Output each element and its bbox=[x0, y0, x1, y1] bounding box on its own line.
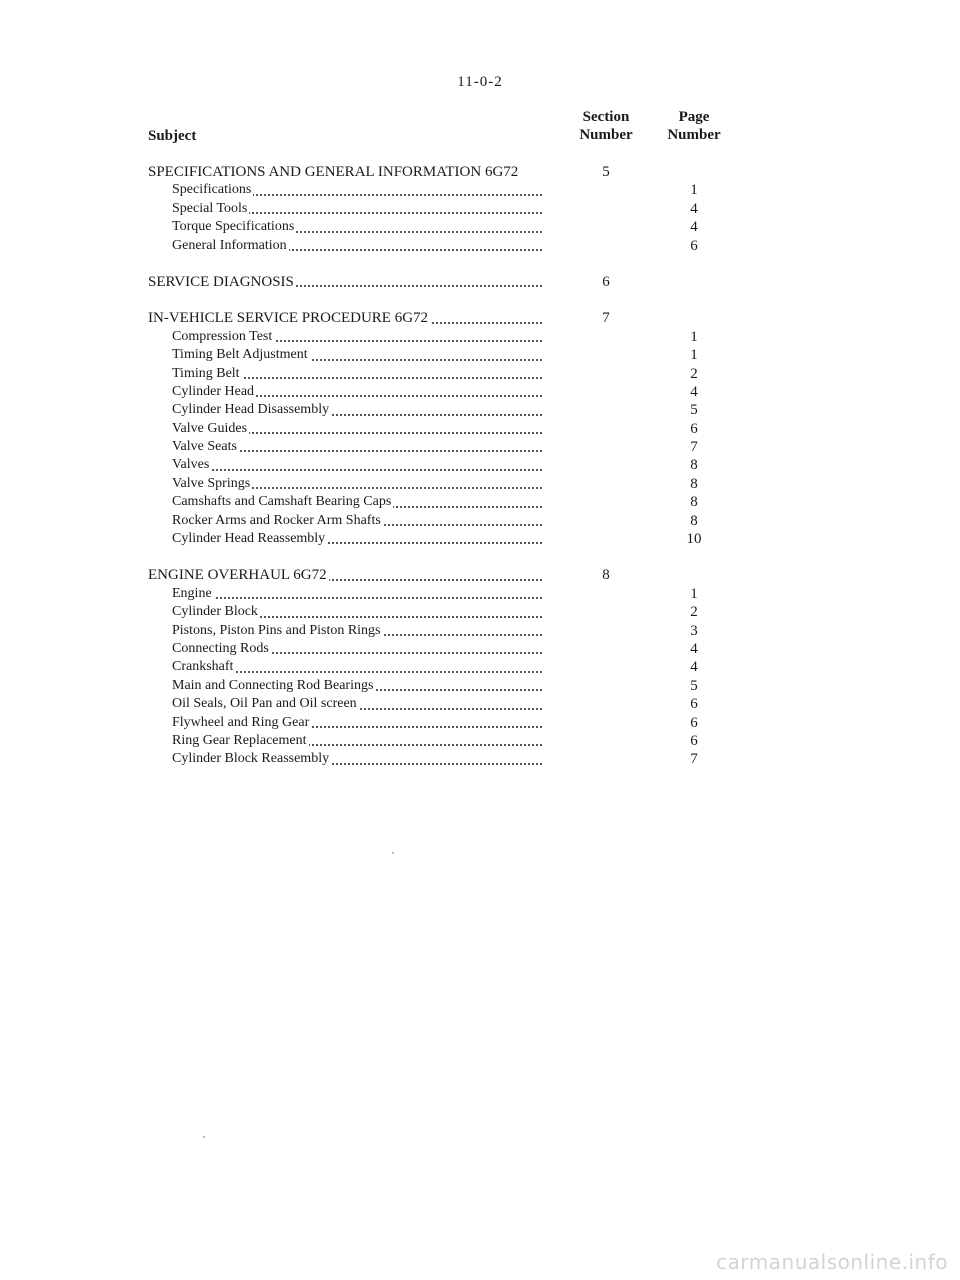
page-number-value: 6 bbox=[690, 732, 698, 749]
toc-entry-label-wrap bbox=[172, 237, 542, 255]
toc-entry[interactable] bbox=[0, 181, 960, 199]
scan-speck bbox=[203, 1136, 205, 1138]
toc-entry-label-wrap bbox=[172, 438, 542, 456]
toc-entry[interactable] bbox=[0, 512, 960, 530]
toc-entry[interactable] bbox=[0, 420, 960, 438]
page-number-value: 1 bbox=[690, 347, 698, 364]
page-number-value: 8 bbox=[690, 512, 698, 529]
section-number: 8 bbox=[602, 567, 610, 584]
toc-entry-label-wrap bbox=[172, 181, 542, 199]
toc-entry-label: Valves bbox=[172, 457, 210, 473]
toc-entry[interactable] bbox=[0, 714, 960, 732]
toc-entry-label-wrap bbox=[148, 309, 542, 327]
toc-entry-label: Valve Seats bbox=[172, 439, 237, 455]
page-number-value: 4 bbox=[690, 659, 698, 676]
section-header-line-2: Number bbox=[579, 127, 633, 143]
toc-entry-label: Camshafts and Camshaft Bearing Caps bbox=[172, 494, 392, 510]
toc-entry-label-wrap bbox=[172, 622, 542, 640]
toc-heading-label: SERVICE DIAGNOSIS bbox=[148, 273, 294, 290]
toc-entry-label: Ring Gear Replacement bbox=[172, 732, 307, 748]
toc-entry-label-wrap bbox=[172, 401, 542, 419]
subject-column-header: Subject bbox=[148, 128, 197, 144]
toc-entry-label: Cylinder Block bbox=[172, 604, 258, 620]
toc-entry[interactable] bbox=[0, 750, 960, 768]
toc-entry-label: Connecting Rods bbox=[172, 640, 269, 656]
page-number-value: 2 bbox=[690, 604, 698, 621]
toc-entry-label: Specifications bbox=[172, 182, 252, 198]
page-number-value: 4 bbox=[690, 383, 698, 400]
toc-entry[interactable] bbox=[0, 346, 960, 364]
toc-entry[interactable] bbox=[0, 640, 960, 658]
section-number-column-header bbox=[566, 108, 646, 144]
toc-entry-label: Cylinder Head bbox=[172, 383, 255, 399]
page-number-value: 6 bbox=[690, 237, 698, 254]
toc-entry-label-wrap bbox=[172, 456, 542, 474]
toc-entry-label-wrap bbox=[172, 603, 542, 621]
toc-entry-label: Crankshaft bbox=[172, 659, 234, 675]
toc-entry-label-wrap bbox=[172, 530, 542, 548]
section-number: 7 bbox=[602, 310, 610, 327]
toc-entry-label: Cylinder Head Disassembly bbox=[172, 402, 330, 418]
toc-entry-label: Timing Belt bbox=[172, 365, 240, 381]
toc-entry-label-wrap bbox=[172, 732, 542, 750]
toc-group-heading[interactable] bbox=[0, 309, 960, 327]
page-number-value: 7 bbox=[690, 439, 698, 456]
page-number-value: 8 bbox=[690, 494, 698, 511]
toc-entry[interactable] bbox=[0, 456, 960, 474]
toc-entry-label: Engine bbox=[172, 585, 212, 601]
page-number-value: 7 bbox=[690, 751, 698, 768]
toc-entry[interactable] bbox=[0, 328, 960, 346]
toc-entry-label: Torque Specifications bbox=[172, 219, 295, 235]
toc-entry-label: Compression Test bbox=[172, 328, 273, 344]
toc-entry-label-wrap bbox=[172, 200, 542, 218]
toc-entry[interactable] bbox=[0, 218, 960, 236]
toc-entry-label: General Information bbox=[172, 237, 287, 253]
section-number: 5 bbox=[602, 164, 610, 180]
page-number-value: 6 bbox=[690, 696, 698, 713]
toc-entry-label: Cylinder Head Reassembly bbox=[172, 531, 326, 547]
toc-entry-label: Oil Seals, Oil Pan and Oil screen bbox=[172, 696, 357, 712]
toc-entry[interactable] bbox=[0, 658, 960, 676]
toc-group-heading[interactable] bbox=[0, 273, 960, 291]
toc-group bbox=[0, 309, 960, 548]
toc-entry-label-wrap bbox=[172, 365, 542, 383]
toc-entry-label: Pistons, Piston Pins and Piston Rings bbox=[172, 622, 381, 638]
toc-group-heading[interactable] bbox=[0, 163, 960, 181]
page-number-value: 5 bbox=[690, 402, 698, 419]
toc-heading-label: SPECIFICATIONS AND GENERAL INFORMATION 6G72 bbox=[148, 164, 519, 180]
watermark-url: carmanualsonline.info bbox=[716, 1250, 948, 1274]
toc-entry-label-wrap bbox=[172, 475, 542, 493]
page-number-value: 3 bbox=[690, 622, 698, 639]
page-number-value: 1 bbox=[690, 328, 698, 345]
toc-entry-label: Cylinder Block Reassembly bbox=[172, 751, 330, 767]
toc-entry[interactable] bbox=[0, 493, 960, 511]
toc-entry[interactable] bbox=[0, 383, 960, 401]
dot-leader bbox=[172, 597, 542, 599]
toc-entry[interactable] bbox=[0, 200, 960, 218]
toc-entry-label-wrap bbox=[148, 163, 542, 181]
toc-group bbox=[0, 163, 960, 255]
toc-entry-label-wrap bbox=[172, 750, 542, 768]
toc-entry-label-wrap bbox=[172, 218, 542, 236]
toc-entry-label-wrap bbox=[148, 566, 542, 584]
toc-entry[interactable] bbox=[0, 585, 960, 603]
toc-entry[interactable] bbox=[0, 401, 960, 419]
section-number: 6 bbox=[602, 273, 610, 290]
page-number: 11-0-2 bbox=[457, 74, 503, 90]
toc-entry[interactable] bbox=[0, 530, 960, 548]
toc-entry[interactable] bbox=[0, 622, 960, 640]
toc-entry-label: Special Tools bbox=[172, 200, 248, 216]
page-number-value: 4 bbox=[690, 200, 698, 217]
page-number-value: 4 bbox=[690, 219, 698, 236]
page-number-value: 1 bbox=[690, 182, 698, 199]
page-number-value: 2 bbox=[690, 365, 698, 382]
toc-entry-label-wrap bbox=[172, 328, 542, 346]
toc-entry-label-wrap bbox=[172, 658, 542, 676]
page-number-value: 6 bbox=[690, 714, 698, 731]
toc-heading-label: ENGINE OVERHAUL 6G72 bbox=[148, 567, 327, 584]
toc-entry-label-wrap bbox=[172, 420, 542, 438]
toc-group-heading[interactable] bbox=[0, 566, 960, 584]
toc-entry-label: Timing Belt Adjustment bbox=[172, 347, 308, 363]
toc-group bbox=[0, 273, 960, 291]
page-number-value: 8 bbox=[690, 457, 698, 474]
toc-group bbox=[0, 566, 960, 768]
page-number-value: 1 bbox=[690, 585, 698, 602]
section-header-line-1: Section bbox=[582, 109, 630, 125]
page-number-value: 5 bbox=[690, 677, 698, 694]
toc-entry-label-wrap bbox=[172, 640, 542, 658]
toc-entry-label-wrap bbox=[172, 512, 542, 530]
toc-entry-label: Flywheel and Ring Gear bbox=[172, 714, 310, 730]
page-number-value: 8 bbox=[690, 475, 698, 492]
toc-entry-label: Valve Guides bbox=[172, 420, 248, 436]
toc-entry[interactable] bbox=[0, 677, 960, 695]
toc-entry[interactable] bbox=[0, 475, 960, 493]
toc-entry-label-wrap bbox=[172, 493, 542, 511]
toc-entry-label-wrap bbox=[148, 273, 542, 291]
toc-entry-label-wrap bbox=[172, 677, 542, 695]
toc-entry-label-wrap bbox=[172, 383, 542, 401]
toc-entry[interactable] bbox=[0, 732, 960, 750]
toc-entry[interactable] bbox=[0, 603, 960, 621]
scan-speck bbox=[392, 852, 394, 854]
toc-entry-label-wrap bbox=[172, 346, 542, 364]
toc-heading-label: IN-VEHICLE SERVICE PROCEDURE 6G72 bbox=[148, 310, 429, 327]
toc-entry[interactable] bbox=[0, 438, 960, 456]
toc-entry-label-wrap bbox=[172, 585, 542, 603]
page-header-line-1: Page bbox=[678, 109, 710, 125]
toc-entry[interactable] bbox=[0, 237, 960, 255]
table-of-contents bbox=[0, 163, 960, 787]
page-number-value: 4 bbox=[690, 640, 698, 657]
dot-leader bbox=[172, 469, 542, 471]
page-header-line-2: Number bbox=[667, 127, 721, 143]
toc-entry-label: Rocker Arms and Rocker Arm Shafts bbox=[172, 512, 381, 528]
page-number-value: 10 bbox=[686, 531, 702, 548]
page-number-column-header bbox=[654, 108, 734, 144]
toc-entry-label: Main and Connecting Rod Bearings bbox=[172, 677, 374, 693]
toc-entry-label: Valve Springs bbox=[172, 475, 251, 491]
page-number-value: 6 bbox=[690, 420, 698, 437]
toc-entry-label-wrap bbox=[172, 714, 542, 732]
toc-entry[interactable] bbox=[0, 365, 960, 383]
toc-entry-label-wrap bbox=[172, 695, 542, 713]
toc-entry[interactable] bbox=[0, 695, 960, 713]
